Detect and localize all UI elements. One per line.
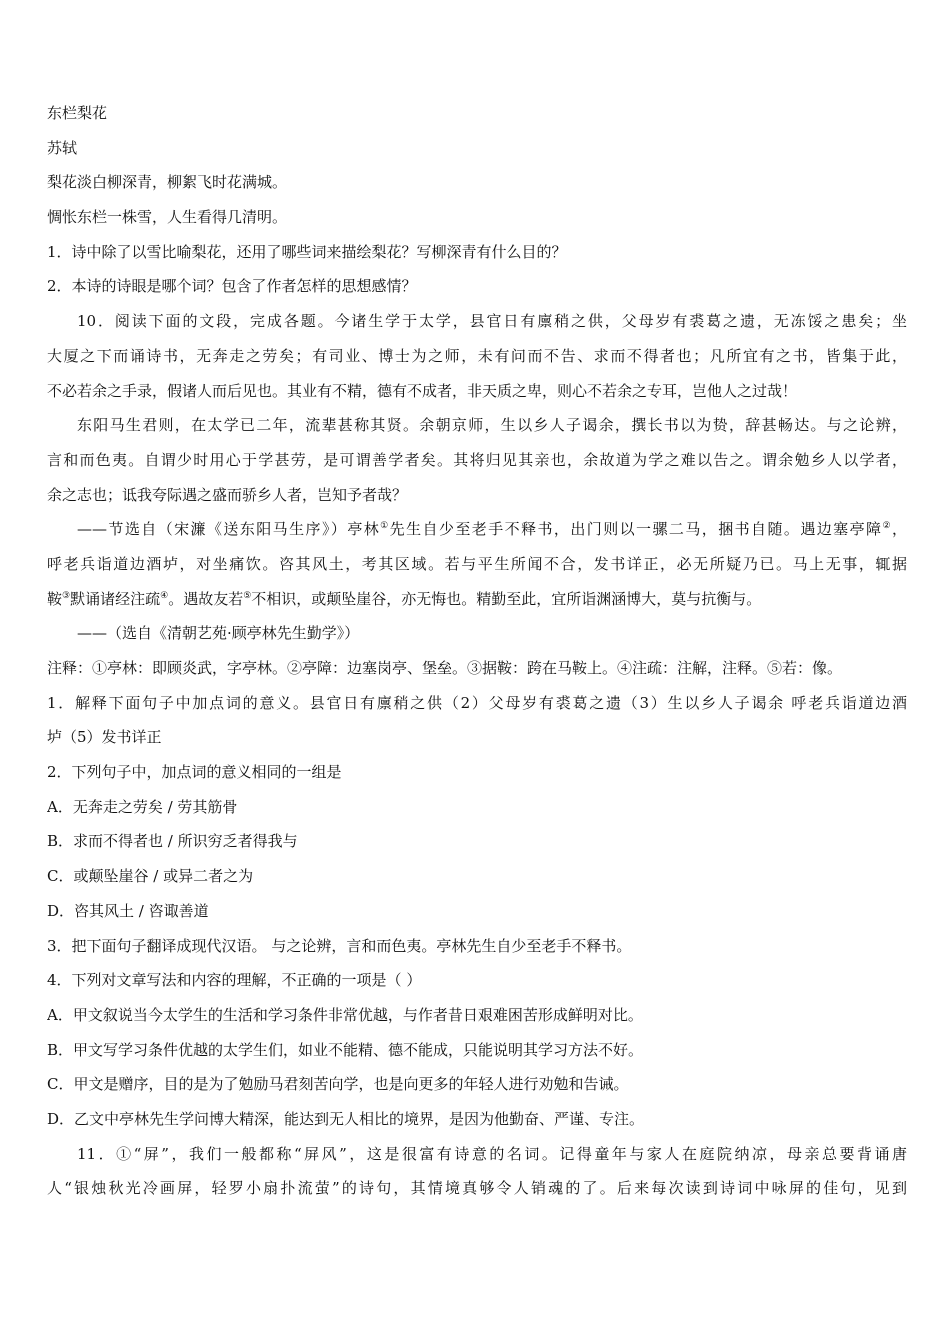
q10-sub-question-2-option-d: D．咨其风土 / 咨诹善道 — [47, 901, 209, 920]
q10-sub-question-1-line-2: 垆（5）发书详正 — [47, 728, 162, 747]
passage-text: 。遇故友若 — [168, 589, 244, 608]
footnote-mark-2: ② — [882, 521, 892, 532]
q10-sub-question-4-option-c: C．甲文是赠序，目的是为了勉励马君刻苦向学，也是向更多的年轻人进行劝勉和告诫。 — [47, 1075, 629, 1094]
q10-passage-c-line-3 — [47, 582, 907, 617]
passage-text: 先生自少至老手不释书，出门则以一骡二马，捆书自随。遇边塞亭障 — [389, 520, 883, 539]
q10-source-2: ——（选自《清朝艺苑·顾亭林先生勤学》） — [77, 624, 360, 643]
q10-passage-b-line-1: 东阳马生君则，在太学已二年，流辈甚称其贤。余朝京师，生以乡人子谒余，撰长书以为贽，辞甚畅达。与之论辨， — [77, 416, 907, 435]
passage-text: 鞍 — [47, 589, 63, 608]
q10-sub-question-4-option-b: B．甲文写学习条件优越的太学生们，如业不能精、德不能成，只能说明其学习方法不好。 — [47, 1040, 644, 1059]
q10-sub-question-2-option-c: C．或颠坠崖谷 / 或异二者之为 — [47, 867, 254, 886]
poem-question-2: 2．本诗的诗眼是哪个词？包含了作者怎样的思想感情？ — [47, 277, 417, 296]
document-page — [47, 96, 907, 1206]
q10-notes: 注释：①亭林：即顾炎武，字亭林。②亭障：边塞岗亭、堡垒。③据鞍：跨在马鞍上。④注疏：注解，注释。⑤若：像。 — [47, 659, 843, 677]
footnote-mark-4: ④ — [160, 590, 169, 601]
footnote-mark-5: ⑤ — [243, 590, 252, 601]
poem-question-1: 1．诗中除了以雪比喻梨花，还用了哪些词来描绘梨花？写柳深青有什么目的？ — [47, 242, 567, 261]
q10-passage-c-line-1: ——节选自（宋濂《送东阳马生序》）亭林①先生自少至老手不释书，出门则以一骡二马，捆书自随。遇边塞亭障②， — [77, 520, 907, 539]
q10-passage-a-line-2: 大厦之下而诵诗书，无奔走之劳矣；有司业、博士为之师，未有问而不告、求而不得者也；凡所宜有之书，皆集于此， — [47, 346, 907, 365]
q10-passage-c-line-2: 呼老兵诣道边酒垆，对坐痛饮。咨其风土，考其区域。若与平生所闻不合，发书详正，必无所疑乃已。马上无事，辄据 — [47, 554, 907, 573]
q10-sub-question-4-option-a: A．甲文叙说当今太学生的生活和学习条件非常优越，与作者昔日艰难困苦形成鲜明对比。 — [47, 1005, 643, 1024]
q10-passage-b-line-2: 言和而色夷。自谓少时用心于学甚劳，是可谓善学者矣。其将归见其亲也，余故道为学之难以告之。谓余勉乡人以学者， — [47, 450, 907, 469]
passage-text: 默诵诸经注疏 — [70, 589, 161, 608]
q11-line-2: 人“银烛秋光冷画屏，轻罗小扇扑流萤”的诗句，其情境真够令人销魂的了。后来每次读到诗词中咏屏的佳句，见到 — [47, 1179, 907, 1198]
footnote-mark-3: ③ — [62, 590, 71, 601]
q10-sub-question-3: 3．把下面句子翻译成现代汉语。 与之论辨，言和而色夷。亭林先生自少至老手不释书。 — [47, 936, 632, 955]
q10-sub-question-2-option-a: A．无奔走之劳矣 / 劳其筋骨 — [47, 797, 238, 816]
poem-line-1: 梨花淡白柳深青，柳絮飞时花满城。 — [47, 173, 288, 192]
q10-passage-a-line-3: 不必若余之手录，假诸人而后见也。其业有不精，德有不成者，非天质之卑，则心不若余之专耳，岂他人之过哉！ — [47, 381, 798, 400]
q10-sub-question-4-option-d: D．乙文中亭林先生学问博大精深，能达到无人相比的境界，是因为他勤奋、严谨、专注。 — [47, 1109, 645, 1128]
q10-sub-question-2-option-b: B．求而不得者也 / 所识穷乏者得我与 — [47, 832, 298, 851]
q10-passage-b-line-3: 余之志也；诋我夸际遇之盛而骄乡人者，岂知予者哉？ — [47, 485, 408, 504]
poem-title: 东栏梨花 — [47, 104, 108, 122]
q10-sub-question-2: 2．下列句子中，加点词的意义相同的一组是 — [47, 763, 342, 782]
poem-line-2: 惆怅东栏一株雪，人生看得几清明。 — [47, 208, 288, 227]
passage-text: 不相识，或颠坠崖谷，亦无悔也。精勤至此，宜所诣渊涵博大，莫与抗衡与。 — [251, 589, 762, 608]
passage-text: ——节选自（宋濂《送东阳马生序》）亭林 — [77, 520, 381, 539]
q11-line-1: 11．①“屏”，我们一般都称“屏风”，这是很富有诗意的名词。记得童年与家人在庭院纳凉，母亲总要背诵唐 — [77, 1144, 907, 1163]
q10-passage-a-line-1: 10．阅读下面的文段，完成各题。今诸生学于太学，县官日有廪稍之供，父母岁有裘葛之遗，无冻馁之患矣；坐 — [77, 312, 907, 331]
footnote-mark-1: ① — [380, 521, 390, 532]
q10-sub-question-4: 4．下列对文章写法和内容的理解，不正确的一项是（ ） — [47, 971, 422, 990]
poem-author: 苏轼 — [47, 138, 78, 157]
q10-sub-question-1-line-1: 1．解释下面句子中加点词的意义。县官日有廪稍之供（2）父母岁有裘葛之遗（3）生以乡人子谒余 呼老兵诣道边酒 — [47, 693, 907, 712]
